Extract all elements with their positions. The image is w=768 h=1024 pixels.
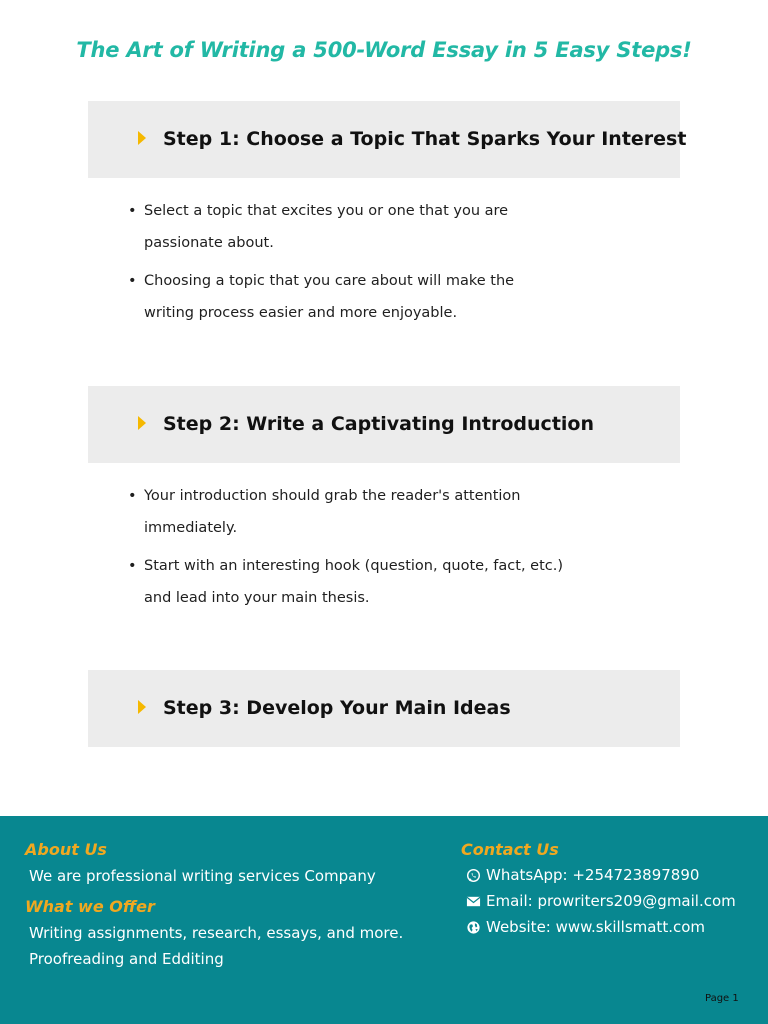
contact-whatsapp[interactable] bbox=[466, 866, 699, 884]
about-us-heading: About Us bbox=[25, 840, 107, 859]
bullet-line: Your introduction should grab the reader's attention bbox=[144, 488, 521, 504]
step-2-bullets bbox=[128, 480, 568, 620]
bullet-icon: • bbox=[128, 203, 137, 219]
step-3-header bbox=[88, 670, 680, 747]
page-number: Page 1 bbox=[705, 993, 739, 1004]
contact-whatsapp-text: WhatsApp: +254723897890 bbox=[486, 866, 700, 884]
step-2-header bbox=[88, 386, 680, 463]
bullet-line: Choosing a topic that you care about will make the bbox=[144, 273, 515, 289]
step-2-title: Step 2: Write a Captivating Introduction bbox=[163, 413, 594, 435]
bullet-line: passionate about. bbox=[144, 235, 274, 251]
step-1-bullets bbox=[128, 195, 568, 335]
contact-website[interactable] bbox=[466, 918, 705, 936]
page-title: The Art of Writing a 500-Word Essay in 5 Easy Steps! bbox=[76, 38, 692, 62]
contact-email[interactable] bbox=[466, 892, 736, 910]
offer-line: Proofreading and Edditing bbox=[29, 950, 224, 968]
caret-right-icon bbox=[138, 131, 146, 145]
list-item bbox=[128, 480, 568, 544]
bullet-line: Select a topic that excites you or one that you are bbox=[144, 203, 509, 219]
bullet-line: immediately. bbox=[144, 520, 238, 536]
bullet-icon: • bbox=[128, 558, 137, 574]
whatsapp-icon bbox=[466, 868, 481, 883]
bullet-line: and lead into your main thesis. bbox=[144, 590, 370, 606]
step-1-header bbox=[88, 101, 687, 178]
globe-icon bbox=[466, 920, 481, 935]
footer bbox=[0, 816, 768, 1024]
envelope-icon bbox=[466, 894, 481, 909]
caret-right-icon bbox=[138, 700, 146, 714]
step-1-title: Step 1: Choose a Topic That Sparks Your Interest bbox=[163, 128, 687, 150]
about-us-text: We are professional writing services Company bbox=[29, 867, 376, 885]
list-item bbox=[128, 550, 568, 614]
contact-us-heading: Contact Us bbox=[461, 840, 559, 859]
what-we-offer-heading: What we Offer bbox=[25, 897, 155, 916]
step-3-title: Step 3: Develop Your Main Ideas bbox=[163, 697, 511, 719]
bullet-icon: • bbox=[128, 273, 137, 289]
list-item bbox=[128, 265, 568, 329]
caret-right-icon bbox=[138, 416, 146, 430]
offer-line: Writing assignments, research, essays, and more. bbox=[29, 924, 404, 942]
bullet-line: Start with an interesting hook (question, quote, fact, etc.) bbox=[144, 558, 564, 574]
list-item bbox=[128, 195, 568, 259]
bullet-icon: • bbox=[128, 488, 137, 504]
contact-website-text: Website: www.skillsmatt.com bbox=[486, 918, 706, 936]
contact-email-text: Email: prowriters209@gmail.com bbox=[486, 892, 736, 910]
bullet-line: writing process easier and more enjoyable. bbox=[144, 305, 458, 321]
